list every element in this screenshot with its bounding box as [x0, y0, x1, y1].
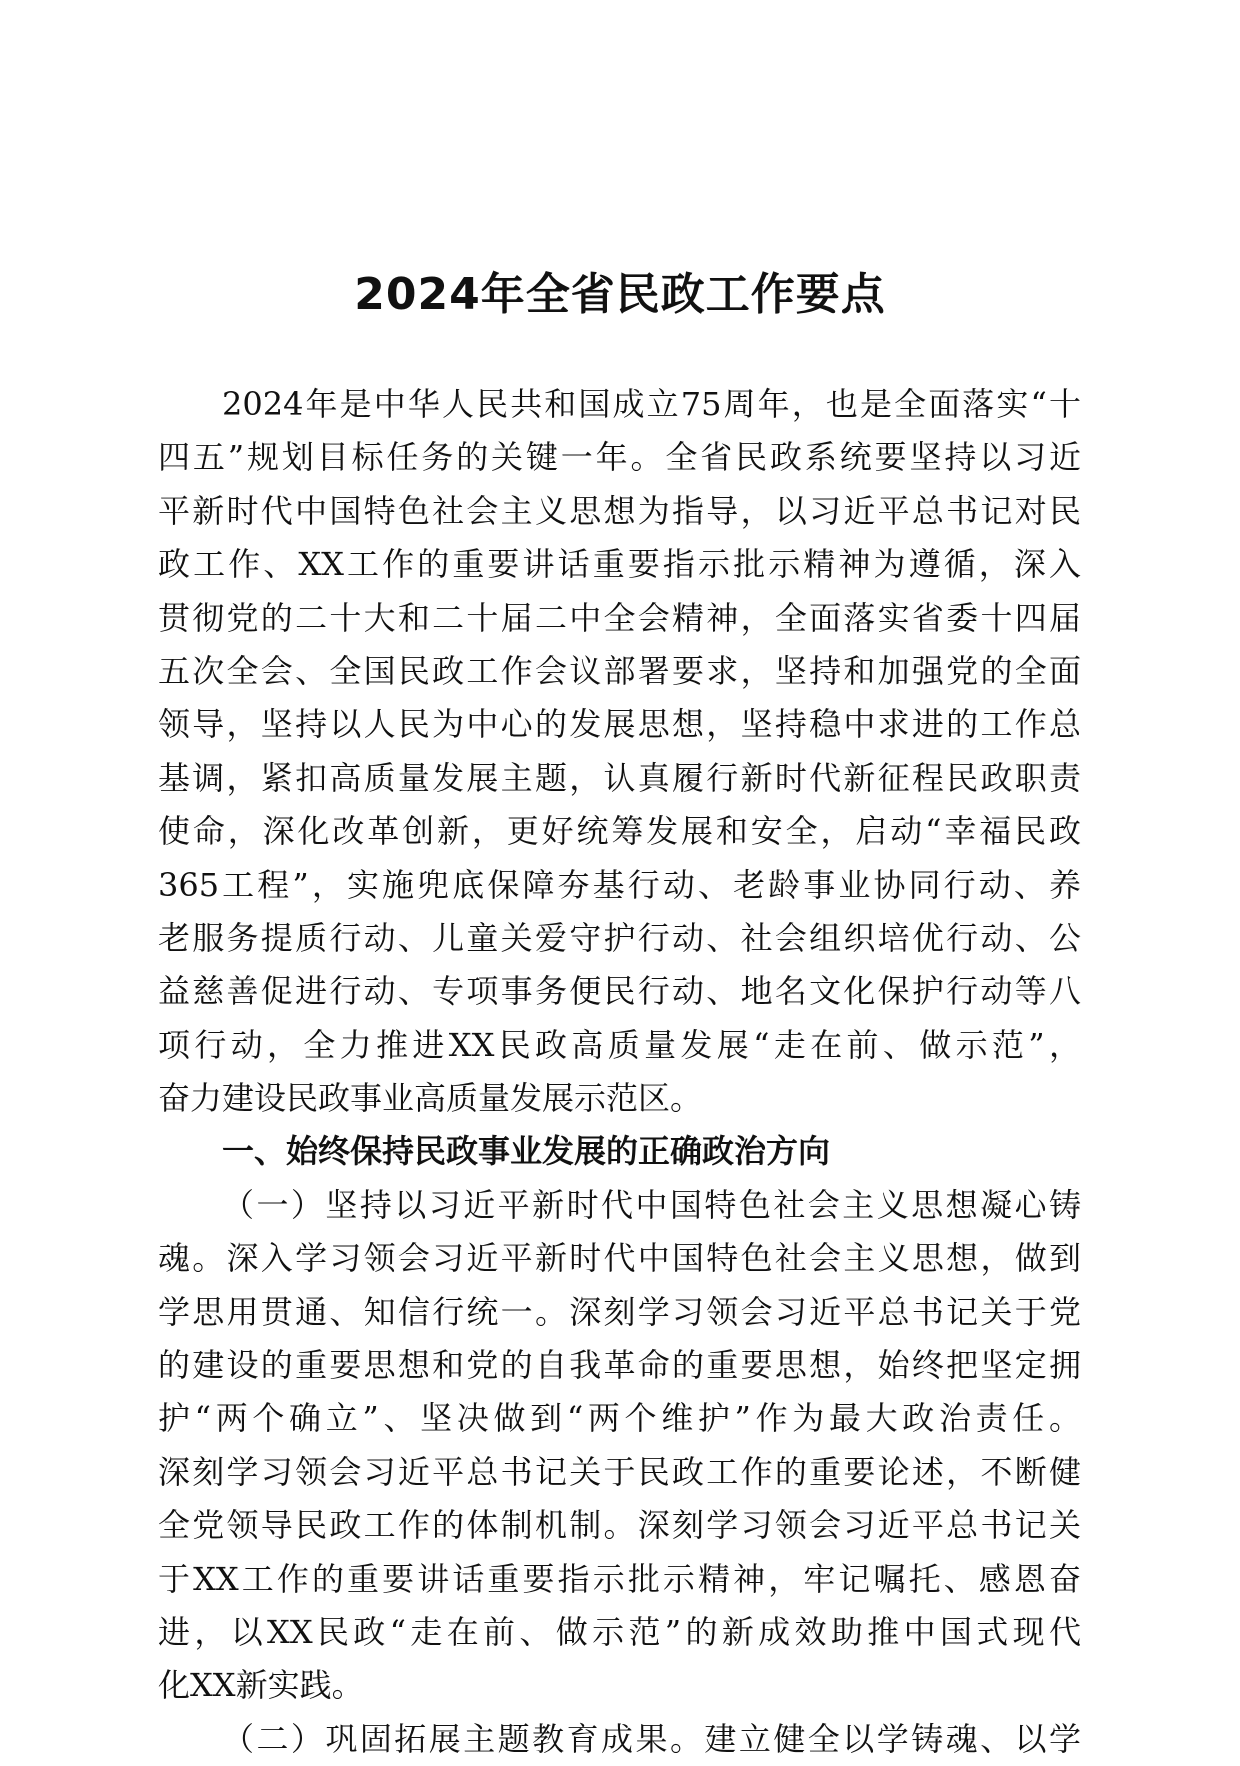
- paragraph-line: 项行动，全力推进XX民政高质量发展“走在前、做示范”，: [158, 1025, 1081, 1064]
- paragraph-line: 老服务提质行动、儿童关爱守护行动、社会组织培优行动、公: [158, 918, 1081, 957]
- paragraph-line: 四五”规划目标任务的关键一年。全省民政系统要坚持以习近: [158, 438, 1081, 477]
- paragraph-line: 的建设的重要思想和党的自我革命的重要思想，始终把坚定拥: [158, 1346, 1081, 1385]
- subsection-heading-line: （二）巩固拓展主题教育成果。建立健全以学铸魂、以学: [222, 1719, 1081, 1758]
- subsection-heading-line: （一）坚持以习近平新时代中国特色社会主义思想凝心铸: [222, 1185, 1081, 1224]
- paragraph-line: 魂。深入学习领会习近平新时代中国特色社会主义思想，做到: [158, 1239, 1081, 1278]
- paragraph-line: 护“两个确立”、坚决做到“两个维护”作为最大政治责任。: [158, 1399, 1081, 1438]
- paragraph-line: 五次全会、全国民政工作会议部署要求，坚持和加强党的全面: [158, 651, 1081, 690]
- paragraph-line: 学思用贯通、知信行统一。深刻学习领会习近平总书记关于党: [158, 1292, 1081, 1331]
- paragraph-line: 政工作、XX工作的重要讲话重要指示批示精神为遵循，深入: [158, 545, 1081, 584]
- document-body: [158, 378, 1081, 1766]
- paragraph-line: 平新时代中国特色社会主义思想为指导，以习近平总书记对民: [158, 491, 1081, 530]
- paragraph-line: 进，以XX民政“走在前、做示范”的新成效助推中国式现代: [158, 1612, 1081, 1651]
- paragraph-line: 奋力建设民政事业高质量发展示范区。: [158, 1079, 703, 1118]
- paragraph-line: 领导，坚持以人民为中心的发展思想，坚持稳中求进的工作总: [158, 705, 1081, 744]
- paragraph-line: 全党领导民政工作的体制机制。深刻学习领会习近平总书记关: [158, 1506, 1081, 1545]
- paragraph-line: 使命，深化改革创新，更好统筹发展和安全，启动“幸福民政: [158, 812, 1081, 851]
- paragraph-line: 贯彻党的二十大和二十届二中全会精神，全面落实省委十四届: [158, 598, 1081, 637]
- paragraph-line: 于XX工作的重要讲话重要指示批示精神，牢记嘱托、感恩奋: [158, 1559, 1081, 1598]
- paragraph-line: 基调，紧扣高质量发展主题，认真履行新时代新征程民政职责: [158, 758, 1081, 797]
- paragraph-line: 365工程”，实施兜底保障夯基行动、老龄事业协同行动、养: [158, 865, 1081, 904]
- section-heading: 一、始终保持民政事业发展的正确政治方向: [222, 1132, 831, 1171]
- document-title: 2024年全省民政工作要点: [354, 269, 886, 320]
- paragraph-line: 2024年是中华人民共和国成立75周年，也是全面落实“十: [222, 385, 1081, 423]
- paragraph-line: 益慈善促进行动、专项事务便民行动、地名文化保护行动等八: [158, 972, 1081, 1011]
- paragraph-line: 深刻学习领会习近平总书记关于民政工作的重要论述，不断健: [158, 1452, 1081, 1491]
- paragraph-line: 化XX新实践。: [158, 1666, 364, 1705]
